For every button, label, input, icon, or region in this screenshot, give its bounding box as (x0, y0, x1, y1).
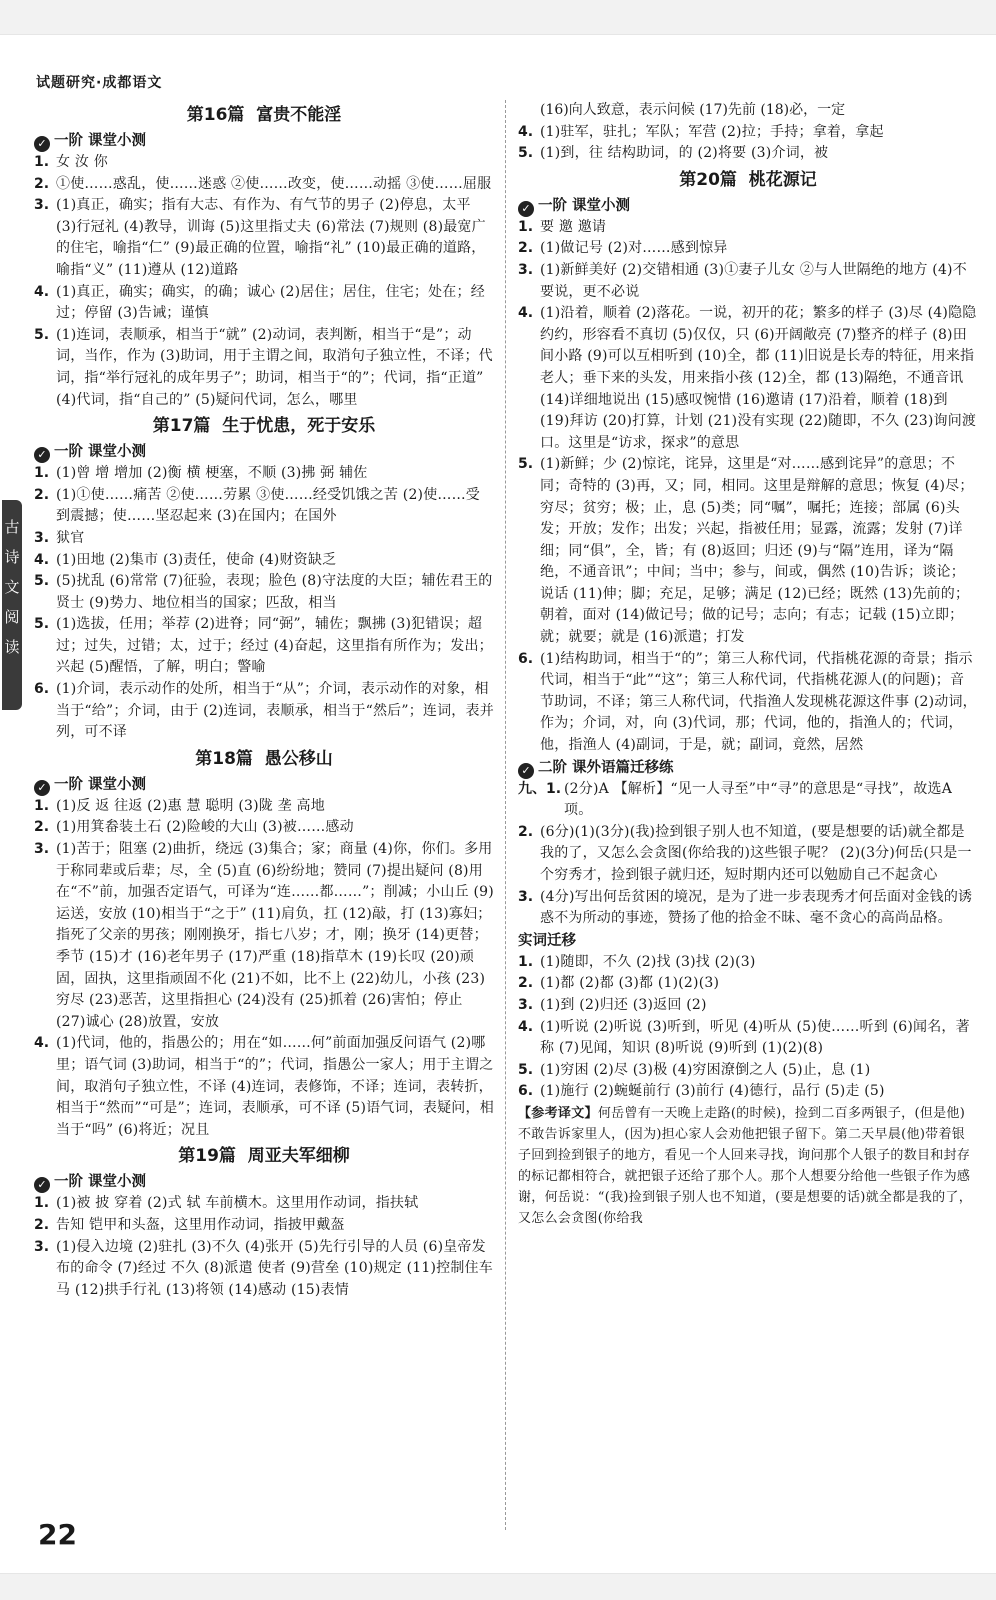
item-text: (1)随即，不久 (2)找 (3)找 (2)(3) (540, 953, 756, 970)
item-number: 6. (518, 650, 534, 667)
item-number: 2. (34, 486, 50, 503)
item-number: 1. (34, 1195, 50, 1212)
subsection-label: 一阶 课堂小测 (54, 444, 147, 461)
subsection-label: 一阶 课堂小测 (54, 133, 147, 149)
answer-continuation: (16)向人致意，表示问候 (17)先前 (18)必，一定 (540, 102, 846, 118)
answer-item (518, 217, 978, 239)
subsection-heading (34, 441, 494, 463)
item-number: 2. (518, 975, 534, 992)
item-text: ①使……惑乱，使……迷惑 ②使……改变，使……动摇 ③使……屈服 (56, 175, 492, 192)
item-number: 3. (34, 841, 50, 858)
answer-item (34, 1215, 494, 1237)
section-title: 第18篇 愚公移山 (195, 748, 333, 769)
item-text: (1)听说 (2)听说 (3)听到，听见 (4)听从 (5)使……听到 (6)闻名，著称 (7)见闻，知识 (8)听说 (9)听到 (1)(2)(8) (540, 1018, 970, 1057)
item-number: 2. (34, 1216, 50, 1233)
page-number: 22 (38, 1518, 77, 1551)
answer-item (34, 174, 494, 196)
subsection-heading (34, 774, 494, 796)
item-number: 1. (34, 154, 50, 170)
item-text: (1)新鲜；少 (2)惊诧，诧异，这里是“对……感到诧异”的意思；不同；奇特的 (3)再，又；同，相同。这里是辩解的意思；恢复 (4)尽；穷尽；贫穷；极；止，息 (5)类；同“嘱”，嘱托；连接；部属 (6)头发；开放；发作；出发；兴起，指被任用；显露，流露；发射 (7)详细；同“俱”，全，皆；有 (8)返回；归还 (9)与“隔”连用，译为“隔绝，不通音讯”；中间；当中；参与，间或，偶然 (10)告诉；谈论；说话 (11)伸；脚；充足，足够；满足 (12)已经；既然 (13)先前的；朝着，面对 (14)做记号；做的记号；志向；有志；记载 (15)立即；就；就要；就是 (16)派遣；打发 (540, 456, 974, 646)
answer-item (34, 528, 494, 550)
section-title: 第20篇 桃花源记 (679, 169, 817, 190)
bottom-margin-band (0, 1573, 996, 1600)
section-title: 第16篇 富贵不能淫 (186, 105, 342, 125)
answer-item (518, 260, 978, 303)
subsection-label: 一阶 课堂小测 (54, 776, 147, 793)
item-text: (1)沿着，顺着 (2)落花。一说，初开的花；繁多的样子 (3)尽 (4)隐隐约约，形容看不真切 (5)仅仅，只 (6)开阔敞亮 (7)整齐的样子 (8)田间小路 (9)可以互相听到 (10)全，都 (11)旧说是长寿的特征，用来指老人；垂下来的头发，用来指小孩 (12)全，都 (13)隔绝，不通音讯 (14)详细地说出 (15)感叹惋惜 (16)邀请 (17)沿着，顺着 (18)到 (19)拜访 (20)打算，计划 (21)没有实现 (22)随即，不久 (23)询问渡口。这里是“访求，探求”的意思 (540, 305, 977, 451)
item-text: (1)都 (2)都 (3)都 (1)(2)(3) (540, 975, 720, 992)
item-number: 4. (34, 283, 50, 300)
answer-item (34, 550, 494, 572)
item-text: (1)用箕畚装土石 (2)险峻的大山 (3)被……感动 (56, 819, 354, 836)
item-number: 4. (518, 305, 534, 322)
subsection-label: 一阶 课堂小测 (538, 197, 631, 214)
item-text: 女 汝 你 (56, 154, 108, 170)
item-number: 5. (34, 573, 50, 590)
item-number: 4. (518, 1018, 534, 1035)
item-text: (1)侵入边境 (2)驻扎 (3)不久 (4)张开 (5)先行引导的人员 (6)皇帝发布的命令 (7)经过 不久 (8)派遣 使者 (9)营垒 (10)规定 (11)控制住车马 (12)拱手行礼 (13)将领 (14)感动 (15)表情 (56, 1238, 493, 1298)
item-number: 6. (518, 1083, 534, 1100)
answer-item (34, 195, 494, 281)
answer-item (34, 282, 494, 325)
checkmark-icon: ✓ (34, 447, 50, 463)
item-text: (1)驻军，驻扎；军队；军营 (2)拉；手持；拿着，拿起 (540, 123, 884, 140)
checkmark-icon: ✓ (518, 201, 534, 217)
item-text: (1)代词，他的，指愚公的；用在“如……何”前面加强反问语气 (2)哪里；语气词 (3)助词，相当于“的”；代词，指愚公一家人；用于主谓之间，取消句子独立性，不译 (4)连词，表修饰，不译；连词，表转折，相当于“然而”“可是”；连词，表顺承，可不译 (5)语气词，表疑问，相当于“吗” (6)将近；况且 (56, 1035, 494, 1138)
answer-item (518, 143, 978, 165)
item-number: 3. (518, 888, 534, 905)
item-number: 5. (34, 326, 50, 343)
item-text: (1)到 (2)归还 (3)返回 (2) (540, 996, 707, 1013)
item-text: (1)穷困 (2)尽 (3)极 (4)穷困潦倒之人 (5)止，息 (1) (540, 1061, 871, 1078)
answer-item (34, 817, 494, 839)
item-text: (1)做记号 (2)对……感到惊异 (540, 240, 728, 257)
subsection-heading (518, 757, 978, 779)
item-text: (1)连词，表顺承，相当于“就” (2)动词，表判断，相当于“是”；动词，当作，作为 (3)助词，用于主谓之间，取消句子独立性，不译；代词，指“举行冠礼的成年男子”；助词，相当于“的”；代词，指“正道” (4)代词，指“自己的” (5)疑问代词，怎么，哪里 (56, 326, 493, 408)
answer-item (518, 303, 978, 454)
item-text: (1)反 返 往返 (2)惠 慧 聪明 (3)陇 垄 高地 (56, 797, 325, 814)
item-text: (1)真正，确实；指有大志、有作为、有气节的男子 (2)停息，太平 (3)行冠礼 (4)教导，训诲 (5)这里指丈夫 (6)常法 (7)规则 (8)最宽广的住宅，喻指“仁” (9)最正确的位置，喻指“礼” (10)最正确的道路，喻指“义” (11)遵从 (12)道路 (56, 197, 486, 278)
checkmark-icon: ✓ (34, 1177, 50, 1193)
item-number: 5. (518, 145, 534, 162)
answer-item (34, 325, 494, 411)
subsection-heading (34, 1171, 494, 1193)
checkmark-icon: ✓ (518, 763, 534, 779)
item-text: (1)介词，表示动作的处所，相当于“从”；介词，表示动作的对象，相当于“给”；介词，由于 (2)连词，表顺承，相当于“然后”；连词，表并列，可不译 (56, 681, 494, 741)
section-title: 第19篇 周亚夫军细柳 (178, 1146, 350, 1167)
subsection-label: 一阶 课堂小测 (54, 1174, 147, 1191)
item-number: 3. (34, 529, 50, 546)
item-number: 4. (34, 551, 50, 568)
answer-item (34, 1033, 494, 1141)
item-text: (6分)(1)(3分)(我)捡到银子别人也不知道，(要是想要的话)就全都是我的了，又怎么会贪图(你给我的)这些银子呢？ (2)(3分)何岳(只是一个穷秀才，捡到银子就归还，短时期内还可以勉励自己不起贪心 (540, 823, 972, 883)
answer-item (34, 796, 494, 818)
item-number: 5. (518, 1061, 534, 1078)
item-number: 2. (34, 175, 50, 192)
subsection-heading (34, 130, 494, 152)
item-text: (1)施行 (2)蜿蜒前行 (3)前行 (4)德行，品行 (5)走 (5) (540, 1083, 885, 1100)
answer-item (34, 152, 494, 174)
item-text: 要 邀 邀请 (540, 218, 607, 235)
item-number: 九、1. (518, 780, 562, 797)
item-number: 1. (34, 797, 50, 814)
item-number: 1. (34, 465, 50, 482)
item-text: 告知 铠甲和头盔，这里用作动词，指披甲戴盔 (56, 1216, 345, 1233)
translation-text: 何岳曾有一天晚上走路(的时候)，捡到二百多两银子，(但是他)不敢告诉家里人，(因为)担心家人会劝他把银子留下。第二天早晨(他)带着银子回到捡到银子的地方，看见一个人回来寻找，询问那个人银子的数目和封存的标记都相符合，就把银子还给了那个人。那个人想要分给他一些银子作为感谢，何岳说：“(我)捡到银子别人也不知道，(要是想要的话)就全都是我的了，又怎么会贪图(你给我 (518, 1105, 973, 1226)
reference-translation (518, 1103, 978, 1229)
answer-item (34, 571, 494, 614)
answer-item (518, 887, 978, 930)
answer-item (518, 122, 978, 144)
translation-label: 【参考译文】 (518, 1105, 598, 1121)
item-number: 6. (34, 681, 50, 698)
item-text: (1)田地 (2)集市 (3)责任，使命 (4)财资缺乏 (56, 551, 337, 568)
item-number: 3. (518, 261, 534, 278)
item-text: (1)曾 增 增加 (2)衡 横 梗塞，不顺 (3)拂 弼 辅佐 (56, 465, 368, 482)
checkmark-icon: ✓ (34, 136, 50, 152)
answer-item (518, 822, 978, 887)
subsection-heading: 实词迁移 (518, 932, 576, 949)
item-number: 5. (518, 456, 534, 473)
item-text: (1)到，往 结构助词，的 (2)将要 (3)介词，被 (540, 145, 829, 162)
page-header: 试题研究·成都语文 (36, 75, 163, 91)
item-text: (2分)A 【解析】“见一人寻至”中“寻”的意思是“寻找”，故选A项。 (564, 780, 953, 819)
answer-item (518, 1060, 978, 1082)
answer-item (34, 463, 494, 485)
top-margin-band (0, 0, 996, 35)
item-text: (1)被 披 穿着 (2)式 轼 车前横木。这里用作动词，指扶轼 (56, 1195, 419, 1212)
checkmark-icon: ✓ (34, 780, 50, 796)
item-number: 4. (34, 1035, 50, 1052)
answer-item (518, 238, 978, 260)
item-text: 狱官 (56, 529, 85, 546)
answer-item (518, 779, 978, 822)
left-column (34, 100, 494, 1301)
answer-item (34, 839, 494, 1033)
item-text: (1)新鲜美好 (2)交错相通 (3)①妻子儿女 ②与人世隔绝的地方 (4)不要说，更不必说 (540, 261, 967, 300)
item-number: 1. (518, 953, 534, 970)
right-column (518, 100, 978, 1229)
item-text: (1)①使……痛苦 ②使……劳累 ③使……经受饥饿之苦 (2)使……受到震撼；使……坚忍起来 (3)在国内；在国外 (56, 486, 481, 525)
item-number: 2. (34, 819, 50, 836)
subsection-label: 二阶 课外语篇迁移练 (538, 759, 674, 776)
answer-item (34, 679, 494, 744)
item-text: (5)扰乱 (6)常常 (7)征验，表现；脸色 (8)守法度的大臣；辅佐君王的贤士 (9)势力、地位相当的国家；匹敌，相当 (56, 573, 493, 611)
item-number: 5. (34, 616, 50, 633)
column-divider (505, 100, 506, 1530)
item-number: 1. (518, 218, 534, 235)
answer-item (34, 1193, 494, 1215)
item-text: (1)苦于；阻塞 (2)曲折，绕远 (3)集合；家；商量 (4)你，你们。多用于称同辈或后辈；尽，全 (5)直 (6)纷纷地；赞同 (7)提出疑问 (8)用在“不”前，加强否定语气，可译为“连……都……”；削减；小山丘 (9)运送，安放 (10)相当于“之于” (11)肩负，扛 (12)敲，打 (13)寡妇；指死了父亲的男孩；刚刚换牙，指七八岁；才，刚；换牙 (14)更替；季节 (15)才 (16)老年男子 (17)严重 (18)指草木 (19)长叹 (20)顽固，固执，这里指顽固不化 (21)不如，比不上 (22)幼儿，小孩 (23)穷尽 (23)恶苦，这里指担心 (24)没有 (25)抓着 (26)害怕；停止 (27)诚心 (28)放置，安放 (56, 841, 494, 1030)
item-text: (1)结构助词，相当于“的”；第三人称代词，代指桃花源的奇景；指示代词，相当于“此”“这”；第三人称代词，代指桃花源人(的问题)；音节助词，不译；第三人称代词，代指渔人发现桃花源这件事 (2)动词，作为；介词，对，向 (3)代词，那；代词，他的，指渔人的；代词，他，指渔人 (4)副词，于是，就；副词，竟然，居然 (540, 650, 977, 754)
item-text: (1)选拔，任用；举荐 (2)进脊；同“弼”，辅佐；飘拂 (3)犯错误；超过；过失，过错；太，过于；经过 (4)奋起，这里指有所作为；发出；兴起 (5)醒悟，了解，明白；警喻 (56, 616, 493, 676)
answer-item (34, 485, 494, 528)
section-title: 第17篇 生于忧患，死于安乐 (152, 416, 376, 437)
item-number: 2. (518, 240, 534, 257)
item-number: 2. (518, 823, 534, 840)
item-number: 3. (34, 197, 50, 214)
answer-item (518, 995, 978, 1017)
answer-item (34, 614, 494, 679)
answer-item (518, 454, 978, 648)
answer-item (518, 952, 978, 974)
answer-item (518, 973, 978, 995)
item-number: 3. (34, 1238, 50, 1255)
item-number: 4. (518, 123, 534, 140)
item-number: 3. (518, 996, 534, 1013)
answer-item (34, 1237, 494, 1302)
answer-item (518, 1017, 978, 1060)
answer-item (518, 1081, 978, 1103)
answer-item (518, 649, 978, 757)
item-text: (4分)写出何岳贫困的境况，是为了进一步表现秀才何岳面对金钱的诱惑不为所动的事迹，赞扬了他的拾金不昧、毫不贪心的高尚品格。 (540, 888, 973, 927)
side-section-tab: 古诗文阅读 (2, 500, 22, 710)
subsection-heading (518, 195, 978, 217)
item-text: (1)真正，确实；确实，的确；诚心 (2)居住；居住，住宅；处在；经过；停留 (3)告诫；谨慎 (56, 283, 485, 322)
